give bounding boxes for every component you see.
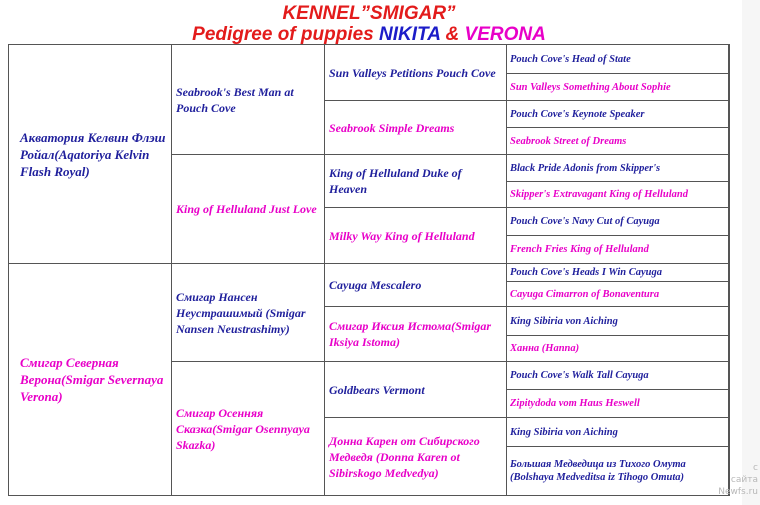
pedigree-name: Pouch Cove's Heads I Win Cayuga xyxy=(510,267,662,278)
page-edge xyxy=(742,0,760,505)
pedigree-name: Milky Way King of Helluland xyxy=(329,228,475,243)
pedigree-name: Skipper's Extravagant King of Helluland xyxy=(510,189,688,200)
watermark-line: с xyxy=(753,463,758,473)
pedigree-cell-gen4 xyxy=(507,182,729,208)
pedigree-cell-gen4 xyxy=(507,282,729,307)
watermark-line: сайта xyxy=(730,475,758,485)
pedigree-name: Смигар Иксия Истома(Smigar Iksiya Istoma) xyxy=(329,319,492,349)
pedigree-name: Большая Медведица из Тихого Омута (Bolshaya Medveditsa iz Tihogo Omuta) xyxy=(510,459,686,483)
pedigree-name: Seabrook's Best Man at Pouch Cove xyxy=(176,84,294,115)
pedigree-cell-gen4 xyxy=(507,362,729,390)
subtitle-prefix: Pedigree of puppies xyxy=(192,24,380,45)
pedigree-name: King Sibiria von Aiching xyxy=(510,315,618,327)
site-watermark xyxy=(718,462,760,498)
pedigree-table xyxy=(8,44,730,496)
pedigree-cell-gen2 xyxy=(172,155,325,264)
pedigree-cell-gen4 xyxy=(507,307,729,336)
pedigree-cell-gen4 xyxy=(507,264,729,282)
pedigree-cell-dam xyxy=(9,264,172,495)
pedigree-subtitle xyxy=(0,24,738,46)
pedigree-name: Sun Valleys Something About Sophie xyxy=(510,81,671,93)
pedigree-cell-gen2 xyxy=(172,45,325,155)
pedigree-name: Смигар Северная Верона(Smigar Severnaya Verona) xyxy=(20,355,164,404)
pedigree-name: Cayuga Mescalero xyxy=(329,278,422,292)
pedigree-cell-gen3 xyxy=(325,264,507,307)
pedigree-cell-gen3 xyxy=(325,45,507,101)
pedigree-name: Pouch Cove's Keynote Speaker xyxy=(510,108,645,120)
pedigree-name: Смигар Нансен Неустрашимый (Smigar Nansen Neustrashimy) xyxy=(176,289,306,336)
pedigree-name: Goldbears Vermont xyxy=(329,382,425,397)
pedigree-cell-gen3 xyxy=(325,362,507,418)
pedigree-cell-sire xyxy=(9,45,172,264)
pedigree-name: King Sibiria von Aiching xyxy=(510,426,618,438)
pedigree-cell-gen3 xyxy=(325,418,507,495)
pedigree-name: Pouch Cove's Head of State xyxy=(510,53,631,65)
pedigree-cell-gen2 xyxy=(172,264,325,362)
pedigree-cell-gen4 xyxy=(507,101,729,128)
watermark-line: Newfs.ru xyxy=(718,487,758,497)
pedigree-name: Sun Valleys Petitions Pouch Cove xyxy=(329,65,496,80)
pedigree-cell-gen4 xyxy=(507,74,729,101)
pedigree-name: Донна Карен от Сибирского Медведя (Donna Karen ot Sibirskogo Medvedya) xyxy=(329,433,480,480)
pedigree-name: King of Helluland Just Love xyxy=(176,202,317,216)
pedigree-name: Cayuga Cimarron of Bonaventura xyxy=(510,288,660,300)
pedigree-cell-gen2 xyxy=(172,362,325,495)
subtitle-ampersand: & xyxy=(440,24,465,45)
pedigree-name: Pouch Cove's Walk Tall Cayuga xyxy=(510,370,649,381)
pedigree-cell-gen4 xyxy=(507,208,729,236)
pedigree-cell-gen4 xyxy=(507,155,729,182)
pedigree-name: Seabrook Street of Dreams xyxy=(510,135,627,147)
pedigree-cell-gen4 xyxy=(507,390,729,418)
pedigree-name: Ханна (Hanna) xyxy=(510,343,580,354)
pedigree-name: Zipitydoda vom Haus Heswell xyxy=(510,398,640,409)
pedigree-cell-gen3 xyxy=(325,208,507,264)
pedigree-name: French Fries King of Helluland xyxy=(510,244,649,255)
pedigree-name: Black Pride Adonis from Skipper's xyxy=(510,162,661,174)
pedigree-cell-gen4 xyxy=(507,418,729,447)
pedigree-cell-gen3 xyxy=(325,101,507,155)
pedigree-cell-gen4 xyxy=(507,236,729,264)
kennel-title: KENNEL”SMIGAR” xyxy=(282,3,456,24)
pedigree-name: Seabrook Simple Dreams xyxy=(329,120,455,135)
pedigree-cell-gen4 xyxy=(507,45,729,74)
pedigree-name: Смигар Осенняя Сказка(Smigar Osennyaya Skazka) xyxy=(176,405,310,452)
pedigree-cell-gen4 xyxy=(507,336,729,362)
pedigree-cell-gen4 xyxy=(507,447,729,495)
pedigree-name: King of Helluland Duke of Heaven xyxy=(329,166,462,196)
pedigree-cell-gen4 xyxy=(507,128,729,155)
pedigree-cell-gen3 xyxy=(325,307,507,362)
pedigree-name: Pouch Cove's Navy Cut of Cayuga xyxy=(510,216,660,227)
pedigree-cell-gen3 xyxy=(325,155,507,208)
puppy-name-nikita: NIKITA xyxy=(379,24,441,45)
puppy-name-verona: VERONA xyxy=(464,24,546,45)
pedigree-name: Акватория Келвин Флэш Ройал(Aqatoriya Kelvin Flash Royal) xyxy=(20,129,166,179)
